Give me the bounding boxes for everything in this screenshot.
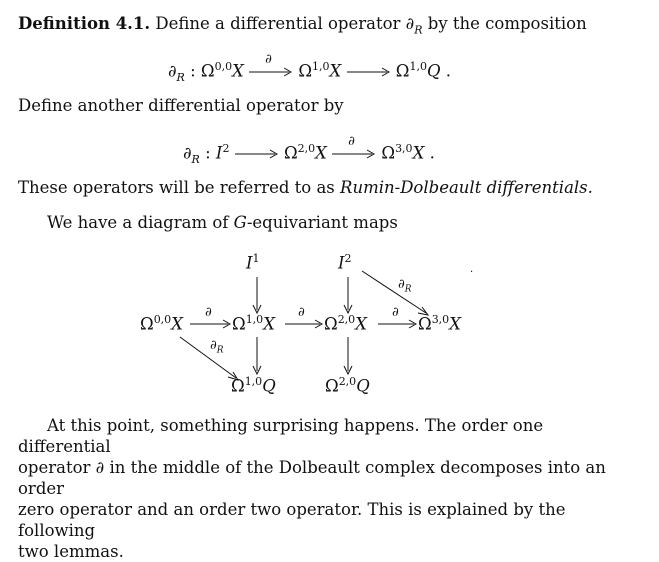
definition-tail: by the composition <box>427 14 587 33</box>
eq1-a: Ω <box>200 61 215 81</box>
node-i2-sym: I <box>338 253 345 273</box>
node-o10: Ω$^{1,0}$X <box>232 313 275 334</box>
label-d-2: ∂ <box>298 305 305 320</box>
label-d-3: ∂ <box>392 305 399 320</box>
eq1-lhs-sub: R <box>176 70 185 84</box>
definition-sub: R <box>414 23 423 37</box>
node-q20: Ω$^{2,0}$Q <box>325 375 370 396</box>
eq2-c: Ω <box>381 143 396 163</box>
line-3 <box>18 177 593 199</box>
eq2-b: Ω <box>283 143 298 163</box>
eq2-arrow-2-label: ∂ <box>348 134 355 149</box>
eq2-lhs: ∂ <box>183 143 192 163</box>
eq1-c-cal: Q <box>426 61 441 81</box>
eq1-arrow-2 <box>347 65 391 79</box>
node-i1-sym: I <box>246 253 253 273</box>
label-dr-top: $\partial_R$ <box>398 277 412 295</box>
definition-line <box>18 13 587 41</box>
eq1-a-sup: 0,0 <box>214 60 233 73</box>
eq2-arrow-2 <box>332 134 376 161</box>
label-dr-bottom: $\partial_R$ <box>210 338 224 356</box>
label-d-1: ∂ <box>205 305 212 320</box>
node-i1 <box>246 252 260 273</box>
eq1-end: . <box>445 61 451 81</box>
eq2-a-sup: 2 <box>222 142 230 155</box>
final-line-4: two lemmas. <box>18 542 124 561</box>
node-i1-sup: 1 <box>252 252 260 265</box>
eq1-a-cal: X <box>232 61 244 81</box>
line-4-start: We have a diagram of <box>47 213 234 232</box>
eq1-lhs: ∂ <box>168 61 177 81</box>
node-o00: Ω$^{0,0}$X <box>140 313 183 334</box>
eq2-a-cal: I <box>215 143 223 163</box>
equation-2: $\partial_R$ : $I^2$ Ω$^{2,0}$X ∂ Ω$^{3,0}$X . <box>183 134 435 166</box>
node-i2-sup: 2 <box>344 252 352 265</box>
eq2-lhs-sub: R <box>191 152 200 166</box>
node-o30: Ω$^{3,0}$X <box>418 313 461 334</box>
eq2-c-cal: X <box>412 143 425 163</box>
node-q10: Ω$^{1,0}$Q <box>231 375 276 396</box>
definition-heading: Definition 4.1. <box>18 14 151 33</box>
line-2: Define another differential operator by <box>18 96 344 115</box>
eq2-end: . <box>429 143 435 163</box>
stray-dot: · <box>470 267 474 278</box>
eq2-arrow-1 <box>235 147 279 161</box>
commutative-diagram <box>0 245 659 405</box>
eq2-b-sup: 2,0 <box>297 142 316 155</box>
line-3-italic: Rumin-Dolbeault differentials. <box>340 178 593 197</box>
final-line-1: At this point, something surprising happens. The order one differential <box>18 416 544 456</box>
node-o20: Ω$^{2,0}$X <box>324 313 367 334</box>
eq1-b-sup: 1,0 <box>312 60 330 73</box>
eq1-c-sup: 1,0 <box>409 60 427 73</box>
final-paragraph <box>18 415 618 562</box>
eq2-c-sup: 3,0 <box>395 142 413 155</box>
eq1-arrow-1 <box>249 52 293 79</box>
eq2-b-cal: X <box>315 143 327 163</box>
line-4-end: -equivariant maps <box>246 213 398 232</box>
equation-1: $\partial_R$ : Ω$^{0,0}$X ∂ Ω$^{1,0}$X Ω$^{1,0}$Q . <box>168 52 451 84</box>
node-i2 <box>338 252 352 273</box>
final-line-2: operator ∂ in the middle of the Dolbeault complex decomposes into an order <box>18 458 606 498</box>
eq1-b: Ω <box>298 61 313 81</box>
eq1-b-cal: X <box>329 61 342 81</box>
line-3-start: These operators will be referred to as <box>18 178 341 197</box>
eq1-arrow-1-label: ∂ <box>265 52 272 67</box>
definition-text: Define a differential operator ∂ <box>155 14 415 33</box>
line-4-italic: G <box>233 213 247 232</box>
eq1-c: Ω <box>395 61 410 81</box>
final-line-3: zero operator and an order two operator. This is explained by the following <box>18 500 566 540</box>
line-4 <box>47 212 398 234</box>
